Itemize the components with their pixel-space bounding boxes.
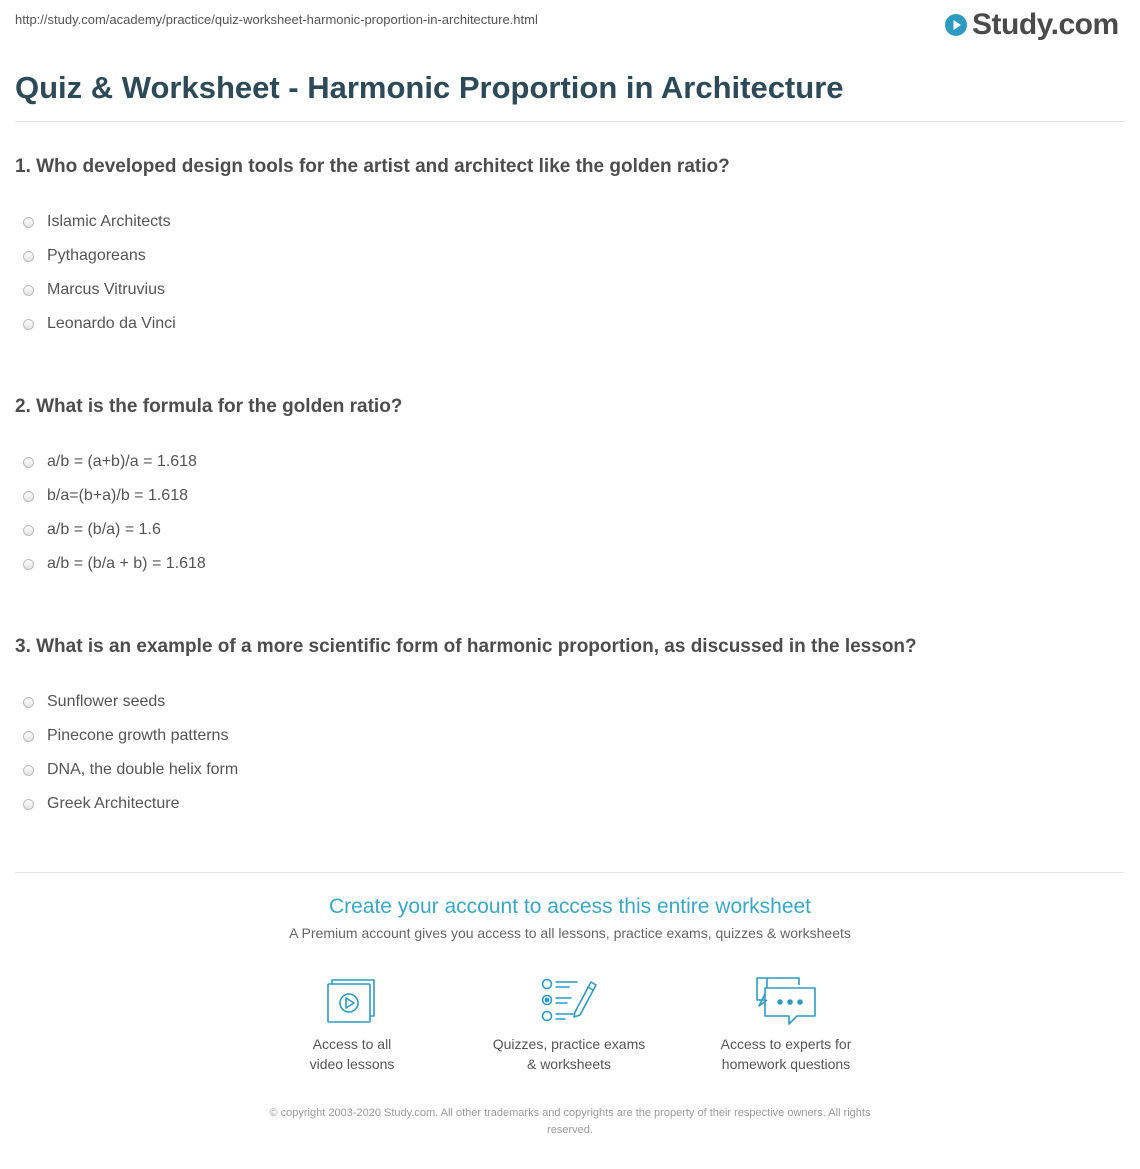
- answer-label: DNA, the double helix form: [47, 761, 239, 778]
- question-2: 2. What is the formula for the golden ratio?: [15, 396, 403, 417]
- question-3-options: [22, 680, 238, 826]
- footer-line: © copyright 2003-2020 Study.com. All other trademarks and copyrights are the property of their respective owners. All rights: [269, 1107, 871, 1119]
- answer-option[interactable]: [22, 542, 206, 586]
- answer-label: a/b = (b/a + b) = 1.618: [47, 555, 206, 572]
- radio-button[interactable]: [23, 217, 34, 228]
- question-1: 1. Who developed design tools for the artist and architect like the golden ratio?: [15, 156, 730, 177]
- chat-bubbles-icon: [753, 976, 819, 1028]
- radio-button[interactable]: [23, 251, 34, 262]
- radio-button[interactable]: [23, 457, 34, 468]
- answer-option[interactable]: [22, 782, 238, 826]
- answer-label: Islamic Architects: [47, 213, 171, 230]
- quiz-checklist-icon: [539, 976, 599, 1028]
- create-account-link[interactable]: Create your account to access this entire worksheet: [328, 895, 812, 918]
- answer-label: a/b = (a+b)/a = 1.618: [47, 453, 197, 470]
- radio-button[interactable]: [23, 525, 34, 536]
- divider: [15, 872, 1125, 873]
- answer-label: Sunflower seeds: [47, 693, 166, 710]
- feature-label-line: Access to all: [312, 1036, 392, 1052]
- radio-button[interactable]: [23, 285, 34, 296]
- feature-label-line: homework questions: [721, 1056, 851, 1072]
- question-1-options: [22, 200, 176, 346]
- answer-label: Pythagoreans: [47, 247, 146, 264]
- radio-button[interactable]: [23, 765, 34, 776]
- feature-label-line: Access to experts for: [720, 1036, 852, 1052]
- radio-button[interactable]: [23, 731, 34, 742]
- answer-option[interactable]: [22, 302, 176, 346]
- radio-button[interactable]: [23, 697, 34, 708]
- video-lessons-icon: [324, 976, 380, 1028]
- answer-label: Marcus Vitruvius: [47, 281, 165, 298]
- copyright-footer: [210, 1105, 930, 1139]
- feature-experts: [691, 976, 881, 1074]
- feature-label-line: Quizzes, practice exams: [492, 1036, 646, 1052]
- radio-button[interactable]: [23, 799, 34, 810]
- answer-label: b/a=(b+a)/b = 1.618: [47, 487, 188, 504]
- answer-label: Greek Architecture: [47, 795, 180, 812]
- question-3: 3. What is an example of a more scientific form of harmonic proportion, as discussed in the lesson?: [15, 636, 917, 657]
- play-circle-icon: [944, 13, 968, 37]
- feature-video-lessons: [257, 976, 447, 1074]
- page-url: http://study.com/academy/practice/quiz-worksheet-harmonic-proportion-in-architecture.html: [15, 12, 538, 27]
- radio-button[interactable]: [23, 491, 34, 502]
- logo-text: Study.com: [972, 8, 1119, 41]
- footer-line: reserved.: [547, 1124, 593, 1136]
- feature-label-line: & worksheets: [526, 1056, 612, 1072]
- answer-label: Leonardo da Vinci: [47, 315, 176, 332]
- study-logo[interactable]: [944, 8, 1119, 42]
- premium-description: A Premium account gives you access to all lessons, practice exams, quizzes & worksheets: [289, 925, 851, 941]
- question-2-options: [22, 440, 206, 586]
- divider: [15, 121, 1125, 122]
- feature-label-line: video lessons: [309, 1056, 395, 1072]
- page-title: Quiz & Worksheet - Harmonic Proportion in Architecture: [15, 70, 844, 105]
- feature-quizzes: [474, 976, 664, 1074]
- answer-label: Pinecone growth patterns: [47, 727, 229, 744]
- answer-label: a/b = (b/a) = 1.6: [47, 521, 161, 538]
- radio-button[interactable]: [23, 319, 34, 330]
- radio-button[interactable]: [23, 559, 34, 570]
